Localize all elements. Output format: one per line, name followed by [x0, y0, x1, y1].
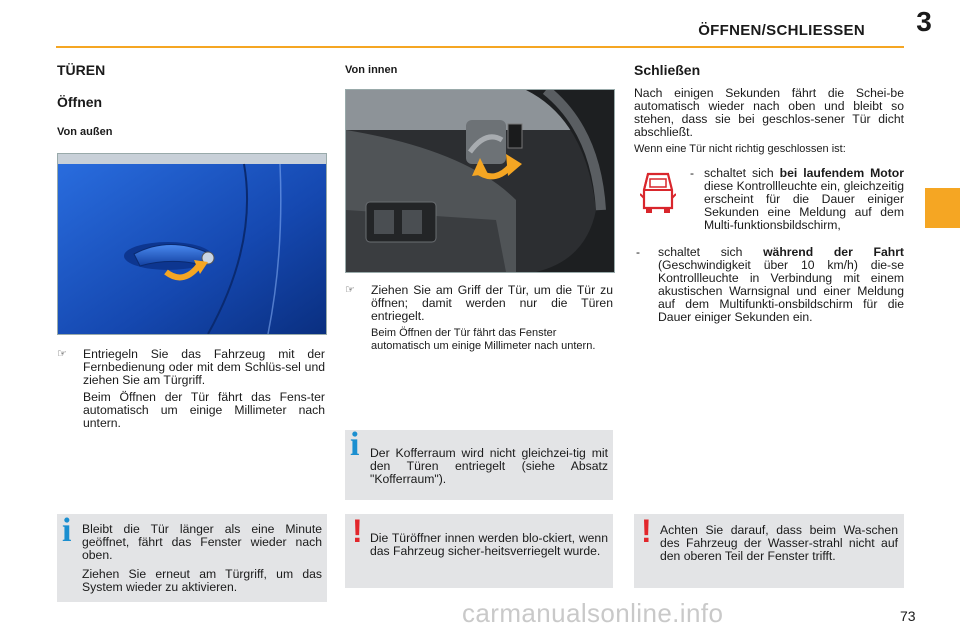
opening-subtitle: Öffnen [57, 94, 103, 110]
outside-note: Beim Öffnen der Tür fährt das Fens-ter automatisch um einige Millimeter nach untern. [83, 390, 325, 430]
closing-item-engine-text: schaltet sich bei laufendem Motor diese Kontrollleuchte ein, gleichzeitig erscheint für die Dauer einiger Sekunden eine Meldung auf dem Multi-funktionsbildschirm, [704, 166, 904, 232]
interior-door-handle-image [345, 89, 615, 273]
left-info-text-1: Bleibt die Tür länger als eine Minute geöffnet, fährt das Fenster wieder nach oben. [82, 522, 322, 562]
inside-bullet [345, 284, 613, 352]
outside-instruction: Entriegeln Sie das Fahrzeug mit der Fernbedienung oder mit dem Schlüs-sel und ziehen Sie am Türgriff. [83, 347, 325, 387]
interior-handle-illustration [346, 90, 614, 272]
chapter-tab [925, 188, 960, 228]
closing-item-engine [690, 167, 904, 232]
chapter-title: ÖFFNEN/SCHLIESSEN [698, 22, 865, 39]
watermark: carmanualsonline.info [462, 598, 724, 628]
section-title: TÜREN [57, 62, 106, 78]
header-divider [56, 46, 904, 48]
middle-warning-text: Die Türöffner innen werden blo-ckiert, wenn das Fahrzeug sicher-heitsverriegelt wurde. [370, 531, 608, 558]
page-number: 73 [900, 608, 916, 624]
left-info-text-2: Ziehen Sie erneut am Türgriff, um das System wieder zu aktivieren. [82, 567, 322, 594]
outside-subheading: Von außen [57, 126, 113, 138]
closing-item-driving [636, 246, 904, 324]
info-icon: i [350, 426, 360, 463]
right-warning-text: Achten Sie darauf, dass beim Wa-schen des Fahrzeug der Wasser-strahl nicht auf den oberen Teil der Fenster trifft. [660, 523, 898, 563]
warning-icon: ! [352, 513, 363, 549]
pointing-hand-icon: ☞ [345, 284, 355, 296]
closing-intro: Nach einigen Sekunden fährt die Schei-be automatisch wieder nach oben und bleibt so stehen, dass sie bei geschlos-sener Tür dicht abschließt. [634, 86, 904, 139]
info-icon: i [62, 512, 72, 549]
closing-item-driving-text: schaltet sich während der Fahrt (Geschwindigkeit über 10 km/h) die-se Kontrollleuchte in Verbindung mit einem akustischen Warnsignal und einer Meldung auf dem Multifunkti-onsbildschirm für die Dauer einiger Sekunden ein. [658, 245, 904, 324]
pointing-hand-icon: ☞ [57, 348, 67, 360]
door-open-warning-icon [640, 170, 676, 214]
door-handle-illustration [58, 154, 326, 334]
chapter-number: 3 [916, 6, 932, 37]
exterior-door-handle-image [57, 153, 327, 335]
inside-subheading: Von innen [345, 64, 398, 76]
list-dash: - [690, 166, 694, 180]
closing-subtitle: Schließen [634, 62, 701, 78]
inside-note: Beim Öffnen der Tür fährt das Fenster automatisch um einige Millimeter nach untern. [371, 327, 596, 352]
middle-info-text: Der Kofferraum wird nicht gleichzei-tig mit den Türen entriegelt (siehe Absatz "Kofferraum"). [370, 446, 608, 486]
inside-instruction: Ziehen Sie am Griff der Tür, um die Tür zu öffnen; damit werden nur die Türen entriegelt. [371, 283, 613, 323]
outside-bullet [57, 348, 325, 430]
closing-condition: Wenn eine Tür nicht richtig geschlossen ist: [634, 143, 846, 155]
warning-icon: ! [641, 513, 652, 549]
list-dash: - [636, 245, 640, 259]
